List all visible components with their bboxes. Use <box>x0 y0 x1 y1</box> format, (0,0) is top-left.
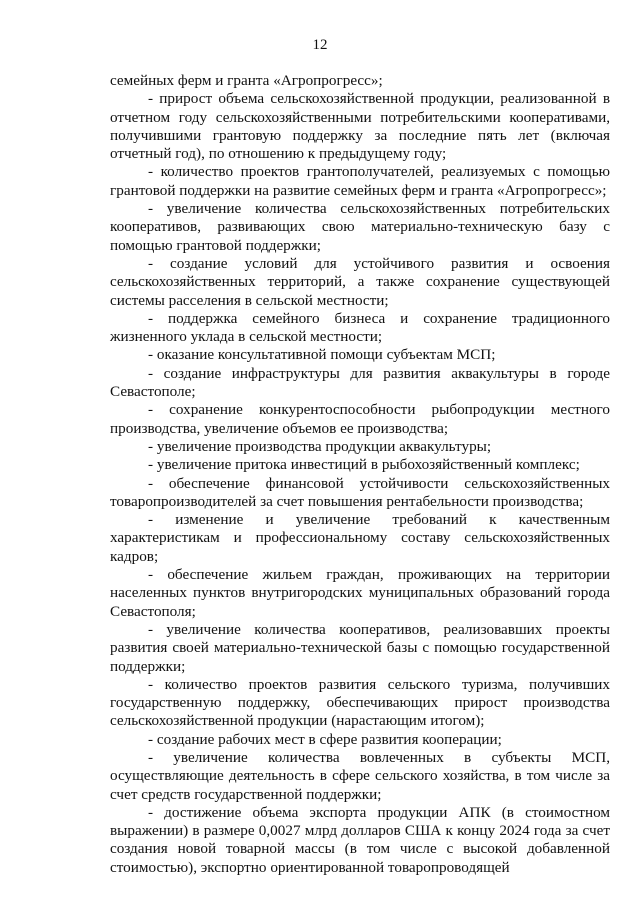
list-item: - достижение объема экспорта продукции АПК (в стоимостном выражении) в размере 0,0027 млрд долларов США к концу 2024 года за счет создания новой товарной массы (в том числе с высокой добавленной стоимостью), экспортно ориентированной товаропроводящей <box>110 803 610 876</box>
list-item: - создание рабочих мест в сфере развития кооперации; <box>148 730 502 748</box>
list-item: - увеличение производства продукции аквакультуры; <box>148 437 492 455</box>
list-item: - количество проектов грантополучателей, реализуемых с помощью грантовой поддержки на развитие семейных ферм и гранта «Агропрогресс»; <box>110 163 610 199</box>
list-item: - увеличение количества кооперативов, реализовавших проекты развития своей материально-технической базы с помощью государственной поддержки; <box>110 620 610 675</box>
list-item: - увеличение количества вовлеченных в субъекты МСП, осуществляющие деятельность в сфере сельского хозяйства, в том числе за счет средств государственной поддержки; <box>110 748 610 803</box>
list-item: - сохранение конкурентоспособности рыбопродукции местного производства, увеличение объемов ее производства; <box>110 401 610 437</box>
list-item: - создание инфраструктуры для развития аквакультуры в городе Севастополе; <box>110 364 610 401</box>
list-item: - количество проектов развития сельского туризма, получивших государственную поддержку, обеспечивающих прирост производства сельскохозяйственной продукции (нарастающим итогом); <box>110 675 610 730</box>
page-number: 12 <box>312 37 328 53</box>
paragraph-continuation: семейных ферм и гранта «Агропрогресс»; <box>110 72 383 89</box>
list-item: - обеспечение финансовой устойчивости сельскохозяйственных товаропроизводителей за счет повышения рентабельности производства; <box>110 474 610 510</box>
list-item: - изменение и увеличение требований к качественным характеристикам и профессиональному составу сельскохозяйственных кадров; <box>110 511 610 565</box>
list-item: - увеличение количества сельскохозяйственных потребительских кооперативов, развивающих свою материально-техническую базу с помощью грантовой поддержки; <box>110 200 610 254</box>
list-item: - обеспечение жильем граждан, проживающих на территории населенных пунктов внутригородских муниципальных образований города Севастополя; <box>110 566 610 620</box>
list-item: - создание условий для устойчивого развития и освоения сельскохозяйственных территорий, а также сохранение существующей системы расселения в сельской местности; <box>110 254 610 309</box>
list-item: - прирост объема сельскохозяйственной продукции, реализованной в отчетном году сельскохозяйственными потребительскими кооперативами, получившими грантовую поддержку за последние пять лет (включая отчетный год), по отношению к предыдущему году; <box>110 90 610 163</box>
document-body <box>110 72 610 877</box>
list-item: - оказание консультативной помощи субъектам МСП; <box>148 346 496 364</box>
list-item: - поддержка семейного бизнеса и сохранение традиционного жизненного уклада в сельской местности; <box>110 309 610 346</box>
list-item: - увеличение притока инвестиций в рыбохозяйственный комплекс; <box>148 456 580 474</box>
